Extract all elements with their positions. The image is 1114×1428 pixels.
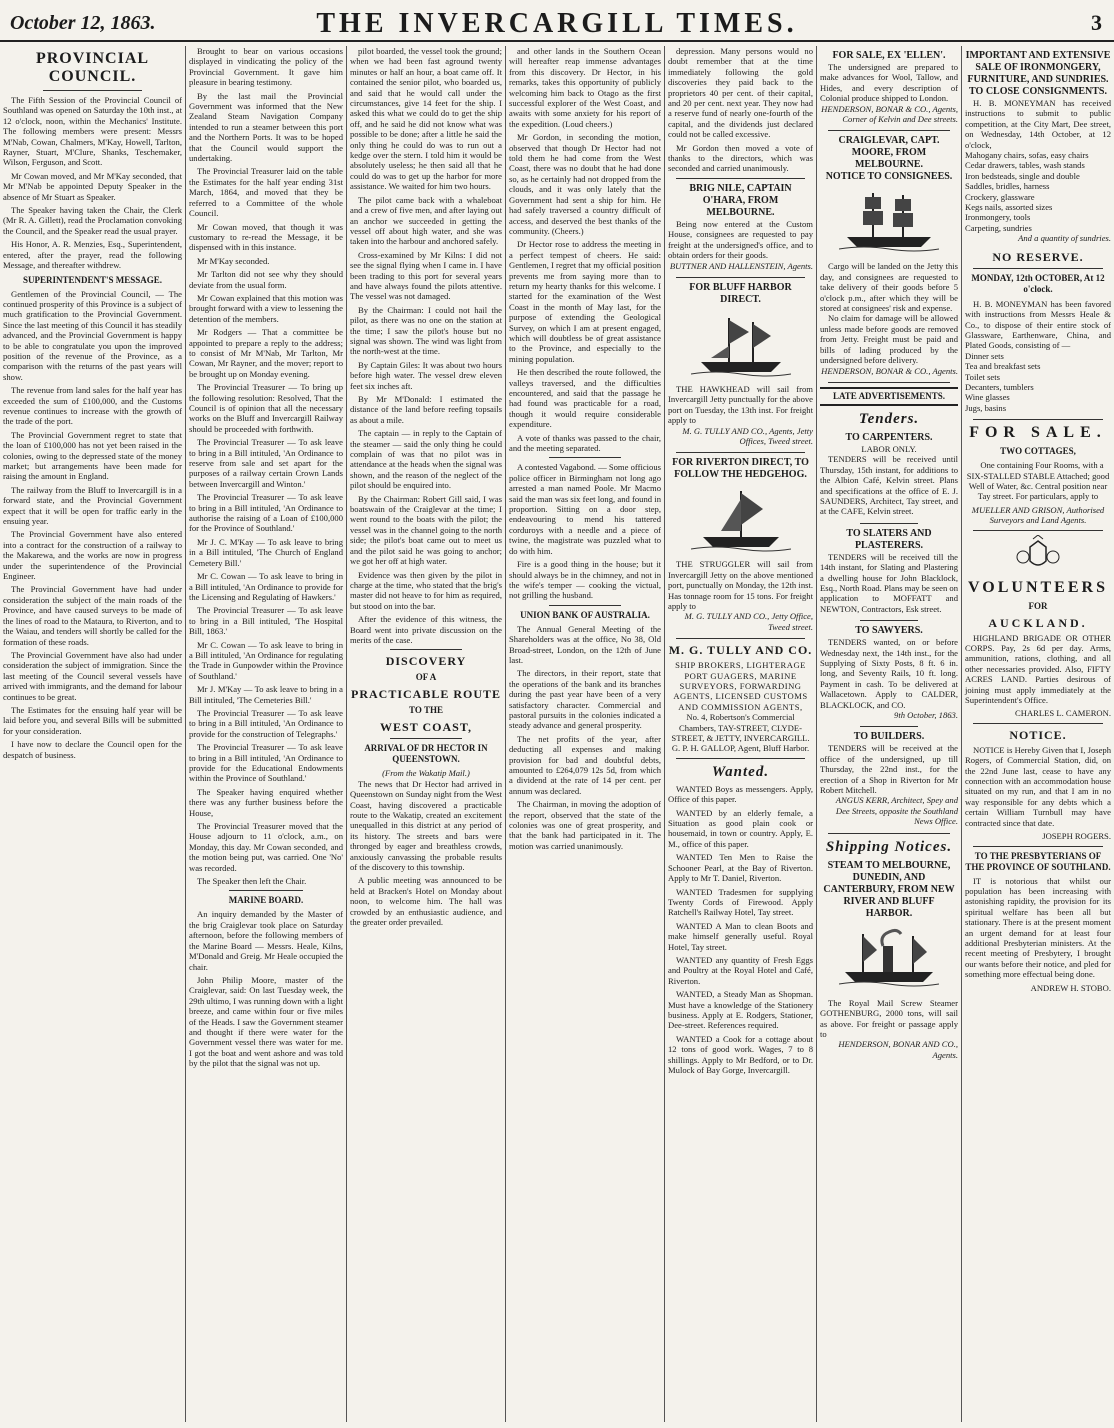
divider — [828, 130, 950, 131]
discovery-title: PRACTICABLE ROUTE — [350, 687, 502, 702]
article-paragraph: By Mr M'Donald: I estimated the distance of the land before reefing topsails as about a mile. — [350, 394, 502, 425]
notice-body: NOTICE is Hereby Given that I, Joseph Rogers, of Commercial Station, did, on the 22nd June last, cease to have any connection with an accommodation house situated on my run, and that I am in no way responsible for any debts which a certain William Turnbull may have contracted since that date. — [965, 744, 1111, 828]
wanted-item: WANTED A Man to clean Boots and make himself generally useful. Royal Hotel, Tay street. — [668, 920, 813, 952]
tully-trade: SHIP BROKERS, LIGHTERAGE PORT GUAGERS, MARINE SURVEYORS, FORWARDING AGENTS, LICENSED CUSTOMS AND COMMISSION AGENTS, — [673, 660, 808, 712]
article-paragraph: Dr Hector rose to address the meeting in a perfect tempest of cheers. He said: Gentlemen, I regret that my official position prevents me from saying more than to return my hearty thanks for this welcome. I started for the examination of the West Coast in the month of May last, for the purpose of extending the Geological Survey, on which I am at present engaged, which will doubtless be of great assistance to the Province, and especially to the mining population. — [509, 239, 661, 364]
article-paragraph: Mr Rodgers — That a committee be appointed to prepare a reply to the address; to consist of Mr M'Nab, Mr Tarlton, Mr Cowan, Mr Rayner, and the mover; report to be brought up on Monday evening. — [189, 327, 343, 379]
ship-illustration-icon — [839, 187, 939, 257]
craiglevar-advert — [820, 135, 958, 375]
ad-body: Being now entered at the Custom House, consignees are requested to pay freight at the undersigned's office, and to obtain orders for their goods. — [668, 218, 813, 261]
ad-headline: FOR SALE, EX 'ELLEN'. — [832, 50, 946, 61]
ad-headline: TO CARPENTERS. — [845, 431, 933, 443]
ad-headline: TO SAWYERS. — [855, 625, 923, 637]
ad-subheading: NOTICE TO CONSIGNEES. — [825, 171, 953, 183]
ad-signature: BUTTNER AND HALLENSTEIN, Agents. — [669, 260, 813, 271]
divider — [860, 726, 918, 727]
article-paragraph: Mr J. C. M'Kay — To ask leave to bring in a Bill intituled, 'The Church of England Cemetery Bill.' — [189, 536, 343, 568]
divider — [676, 277, 805, 278]
article-paragraph: An inquiry demanded by the Master of the brig Craiglevar took place on Saturday afternoon, before the following members of the Marine Board — Messrs. Heale, Kilns, M'Donald and Greig. Mr Heale occupied the chair. — [189, 909, 343, 972]
divider — [860, 523, 918, 524]
ad-signature: HENDERSON, BONAR & CO., Agents. — [821, 365, 958, 376]
article-paragraph: The Provincial Treasurer — To ask leave to bring in a Bill intituled, 'An Ordinance to provide for the construction of Telegraphs.' — [189, 707, 343, 739]
ad-body: The undersigned are prepared to make advances for Wool, Tallow, and Hides, and every description of Colonial produce shipped to London. — [820, 62, 958, 104]
article-paragraph: The Speaker having enquired whether there was any further business before the House, — [189, 786, 343, 818]
divider — [549, 457, 621, 458]
column-1 — [0, 46, 185, 1422]
sale-item: Jugs, basins — [965, 402, 1007, 413]
ad-signature: 9th October, 1863. — [894, 710, 958, 721]
sale-item: Decanters, tumblers — [965, 381, 1034, 392]
article-paragraph: depression. Many persons would no doubt remember that at the time immediately following the gold discoveries they paid back to the proprietors 40 per cent. of their capital, and 20 per cent. next year. They now had a reserve fund of nearly one-fourth of the capital, and the dividends just declared could not be called excessive. — [668, 46, 813, 140]
divider — [828, 833, 950, 834]
page-number: 3 — [1091, 10, 1102, 35]
ad-headline: IMPORTANT AND EXTENSIVE SALE OF IRONMONGERY, FURNITURE, AND SUNDRIES. — [965, 50, 1111, 85]
divider — [860, 620, 918, 621]
wanted-item: WANTED by an elderly female, a Situation as good plain cook or housemaid, in town or country. Apply, E. M., office of this paper. — [668, 807, 813, 849]
sale-item: Cedar drawers, tables, wash stands — [965, 160, 1085, 171]
article-paragraph: The Annual General Meeting of the Shareholders was at the office, No 38, Old Broad-street, London, on the 12th of June last. — [509, 623, 661, 665]
article-paragraph: A contested Vagabond. — Some officious police officer in Birmingham not long ago arrested a man named Poole. Mr Macmo said the man was six feet long, and found in proportion. Sitting on a door step, endeavouring to mend his tattered corduroys with a needle and a piece of twine, the magistrate was puzzled what to do with him. — [509, 462, 661, 556]
ad-headline: CRAIGLEVAR, CAPT. MOORE, FROM MELBOURNE. — [838, 135, 940, 171]
article-paragraph: Evidence was then given by the pilot in charge at the time, who stated that the brig's master did not heave to for him as required, but stood on into the bar. — [350, 569, 502, 611]
bank-heading: UNION BANK OF AUSTRALIA. — [520, 609, 650, 620]
article-paragraph: The Provincial Treasurer — To ask leave to bring in a Bill intituled, 'An Ordinance to reserve from sale and set apart for the purposes of a railway certain Crown Lands between Invercargill and Winton.' — [189, 437, 343, 489]
ad-headline: STEAM TO MELBOURNE, DUNEDIN, AND CANTERBURY, FROM NEW RIVER AND BLUFF HARBOR. — [823, 859, 955, 919]
henderson-advert — [820, 50, 958, 124]
article-paragraph: The railway from the Bluff to Invercargill is in a forward state, and the Provincial Government expect that it will be open for traffic early in the ensuing year. — [3, 484, 182, 527]
article-paragraph: Mr M'Kay seconded. — [197, 255, 270, 266]
ad-subheading: TO CLOSE CONSIGNMENTS. — [969, 86, 1107, 97]
volunteers-for: FOR — [1028, 600, 1048, 611]
article-paragraph: The Estimates for the ensuing half year will be laid before you, and several Bills will be submitted for your consideration. — [3, 704, 182, 736]
article-paragraph: The Provincial Treasurer — To ask leave to bring in a Bill intituled, 'An Ordinance to provide for the Educational Endowments within the Province of Southland.' — [189, 742, 343, 784]
divider — [973, 419, 1103, 420]
sale-item: Ironmongery, tools — [965, 212, 1031, 223]
wanted-heading: Wanted. — [711, 763, 770, 780]
article-paragraph: Mr Cowan explained that this motion was brought forward with a view to lessening the detention of the members. — [189, 292, 343, 324]
discovery-to: TO THE — [409, 705, 443, 716]
article-paragraph: By the Chairman: I could not hail the pilot, as there was no one on the station at the time; I saw the pilot's house but no signal was shown. The wind was light from the north-west at the time. — [350, 304, 502, 357]
ad-signature: And a quantity of sundries. — [1018, 233, 1111, 244]
article-paragraph: Mr Gordon then moved a vote of thanks to the directors, which was seconded and carried unanimously. — [668, 142, 813, 174]
presbyterian-body: IT is notorious that whilst our population has been increasing with astonishing rapidity, the provision for its spiritual welfare has been all but stationary. There is at the present moment an urgent demand for at least four additional Presbyterian ministers. At the recent meeting of Presbytery, I brought our wants before their notice, and pled for something more effectual being done. — [965, 875, 1111, 980]
article-paragraph: Fire is a good thing in the house; but it should always be in the chimney, and not in the wife's temper — cooking the victual, not grilling the husband. — [509, 559, 661, 601]
sale-item: Carpeting, sundries — [965, 222, 1032, 233]
issue-date: October 12, 1863. — [10, 12, 156, 34]
sale-item: Crockery, glassware — [965, 191, 1035, 202]
for-sale-signature: MUELLER AND GRISON, Authorised Surveyors and Land Agents. — [971, 504, 1105, 526]
article-paragraph: The captain — in reply to the Captain of the steamer — said the only thing he could complain of was that no pilot was in attendance at the heads when the signal was shown, and the reason of the neglect of the pilot should be enquired into. — [350, 428, 502, 491]
moneyman-glassware-advert — [965, 299, 1111, 413]
ad-body: TENDERS will be received at the office of the undersigned, up till Thursday, the 22nd inst., for the erection of a Shop in Riverton for Mr Robert Mitchell. — [820, 743, 958, 796]
wanted-item: WANTED Ten Men to Raise the Schooner Pearl, at the Bay of Riverton. Apply to Mr T. Daniel, Riverton. — [668, 852, 813, 884]
message-subheading: SUPERINTENDENT'S MESSAGE. — [22, 274, 163, 285]
arrival-heading: ARRIVAL OF DR HECTOR IN QUEENSTOWN. — [364, 743, 488, 765]
masthead — [0, 0, 1114, 42]
article-paragraph: The directors, in their report, state that the operations of the bank and its branches during the past year have been of a very satisfactory character. Commercial and pastoral pursuits in the colonies indicated a steady advance and general prosperity. — [509, 668, 661, 731]
ad-headline: FOR BLUFF HARBOR DIRECT. — [689, 281, 792, 305]
slaters-advert — [820, 528, 958, 614]
article-paragraph: Mr Tarlton did not see why they should deviate from the usual form. — [189, 269, 343, 290]
ad-body: TENDERS will be received till the 14th instant, for Slating and Plastering a dwelling house for John Blacklock, Esq., North Road. Plans may be seen on application to MOFFATT and NEWTON, Contractors, Esk street. — [820, 551, 958, 614]
ad-headline: TO SLATERS AND PLASTERERS. — [846, 527, 932, 551]
divider — [676, 452, 805, 453]
article-paragraph: The revenue from land sales for the half year has exceeded the sum of £100,000, and the Customs revenue continues to increase with the growth of the trade of the port. — [3, 385, 182, 427]
article-paragraph: The Provincial Government have also had under consideration the subject of immigration. Since the last meeting of the Council several vessels have arrived with immigrants, and the demand for labour continues to be great. — [3, 649, 182, 702]
column-2 — [185, 46, 346, 1422]
sale-item: Mahogany chairs, sofas, easy chairs — [965, 150, 1089, 161]
article-paragraph: The Speaker then left the Chair. — [197, 876, 307, 887]
for-sale-body: One containing Four Rooms, with a SIX-STALLED STABLE Attached; good Well of Water, &c. Central position near Tay street. For particulars, apply to — [966, 460, 1110, 502]
divider — [676, 178, 805, 179]
article-paragraph: The Speaker having taken the Chair, the Clerk (Mr R. A. Gillett), read the Proclamation convoking the Council, and the Speaker read the usual prayer. — [3, 205, 182, 236]
article-paragraph: I have now to declare the Council open for the despatch of business. — [3, 739, 182, 760]
divider — [973, 268, 1103, 269]
bluff-advert — [668, 282, 813, 446]
tully-agent: G. P. H. GALLOP, Agent, Bluff Harbor. — [671, 743, 810, 754]
article-paragraph: The Provincial Treasurer — To bring up the following resolution: Resolved, That the Council is of opinion that all the necessary works on the Bluff and Invercargill Railway should be proceeded with forthwith. — [189, 382, 343, 434]
ad-body: The Royal Mail Screw Steamer GOTHENBURG, 2000 tons, will sail as above. For freight or passage apply to — [820, 997, 958, 1039]
ad-body: H. B. MONEYMAN has received instructions to submit to public competition, at the City Mart, Dee street, on Wednesday, 14th October, at 12 o'clock, — [965, 98, 1111, 150]
sale-item: Saddles, bridles, harness — [965, 181, 1050, 192]
steam-advert — [820, 860, 958, 1060]
ad-signature: M. G. TULLY AND CO., Agents, Jetty Offices, Tweed street. — [682, 425, 813, 446]
shipping-heading: Shipping Notices. — [825, 838, 953, 855]
article-paragraph: The Provincial Treasurer moved that the House adjourn to 11 o'clock, a.m., on Monday, this day. Mr Cowan seconded, and the motion being put, was carried. One 'No' was recorded. — [189, 821, 343, 873]
divider — [390, 738, 462, 739]
discovery-coast: WEST COAST, — [380, 720, 472, 735]
article-paragraph: Cross-examined by Mr Kilns: I did not see the signal flying when I came in. I have been trading to this port for several years and have always found the pilots attentive. The vessel was not damaged. — [350, 249, 502, 302]
divider — [973, 530, 1103, 531]
article-paragraph: The Provincial Government have had under consideration the subject of the main roads of the Province, and have caused surveys to be made of the lines of road to the Mataura, to Riverton, and to the Waiau, and tenders will shortly be called for the formation of these roads. — [3, 584, 182, 647]
discovery-heading: DISCOVERY — [385, 654, 467, 669]
article-paragraph: Mr Cowan moved, and Mr M'Kay seconded, that Mr M'Nab be appointed Deputy Speaker in the absence of Mr Stuart as Speaker. — [3, 170, 182, 202]
council-heading: PROVINCIAL COUNCIL. — [35, 50, 150, 85]
sale-date: MONDAY, 12th OCTOBER, At 12 o'clock. — [971, 272, 1105, 294]
discovery-of: OF A — [415, 672, 437, 683]
sale-item: Kegs nails, assorted sizes — [965, 202, 1053, 213]
article-paragraph: The net profits of the year, after deducting all expenses and making provision for bad and doubtful debts, amounted to £264,079 12s 5d, from which a dividend at the rate of 14 per cent. per annum was declared. — [509, 733, 661, 796]
article-paragraph: A public meeting was announced to be held at Bracken's Hotel on Monday about noon, to welcome him. The hall was crowded by an enthusiastic audience, and the greater order prevailed. — [350, 875, 502, 928]
ad-headline: FOR RIVERTON DIRECT, TO FOLLOW THE HEDGEHOG. — [672, 457, 809, 481]
sale-item: Tea and breakfast sets — [965, 361, 1041, 372]
ad-body: H. B. MONEYMAN has been favored with instructions from Messrs Heale & Co., to dispose of their entire stock of Glassware, Earthenware, China, and Plated Goods, consisting of — — [965, 298, 1111, 351]
for-sale-heading: FOR SALE. — [969, 424, 1107, 442]
article-paragraph: John Philip Moore, master of the Craiglevar, said: On last Tuesday week, the 29th ultimo, I was running down with a light breeze, and came within four or five miles of the Heads. I saw the Government steamer and thought if there were water for the Government vessel there was water for me. I got the boat and went ashore and was told by the pilot that the signal was not up. — [189, 974, 343, 1069]
article-paragraph: pilot boarded, the vessel took the ground; when we had been fast aground twenty minutes or half an hour, a boat came off. It contained the senior pilot, who boarded us, and said that he would call under the circumstances, give 14 feet for the ship. I asked this what we could do to get the ship off, and he said he did not know what was possible to be done; after a little he said the only thing he could do was to run out a kedge over the stern. I told him it would be absolutely useless; he then said all that he could do was to get up the harbor for more assistance. We waited for him two hours. — [350, 46, 502, 192]
article-paragraph: The Provincial Treasurer laid on the table the Estimates for the half year ending 31st March, 1864, and moved that they be referred to a Committee of the whole Council. — [189, 166, 343, 219]
divider — [390, 649, 462, 650]
article-paragraph: By Captain Giles: It was about two hours before high water. The vessel drew eleven feet six inches aft. — [350, 359, 502, 391]
article-paragraph: His Honor, A. R. Menzies, Esq., Superintendent, entered, after the prayer, read the following Message, and thereafter withdrew. — [3, 239, 182, 271]
tully-address: No. 4, Robertson's Commercial Chambers, TAY-STREET, CLYDE-STREET, & JETTY, INVERCARGILL. — [671, 712, 810, 744]
article-paragraph: Mr J. M'Kay — To ask leave to bring in a Bill intituled, 'The Cemeteries Bill.' — [189, 684, 343, 705]
ad-body: TENDERS wanted, on or before Wednesday next, the 14th inst., for the Supplying of Sixty Posts, 8 ft. 6 in. long, and Seventy Rails, 10 ft. long. Payment in cash. To be delivered at Wallacetown. Apply to CALDER, BLACKLOCK, and CO. — [820, 637, 958, 710]
volunteers-place: AUCKLAND. — [988, 615, 1088, 630]
presbyterian-signature: ANDREW H. STOBO. — [1030, 982, 1111, 993]
article-paragraph: Mr Cowan moved, that though it was customary to re-read the Message, it be dispensed with in this instance. — [189, 221, 343, 253]
wanted-item: WANTED, a Steady Man as Shopman. Must have a knowledge of the Stationery business. Apply at E. Rodgers, Stationer, Dee-street. References required. — [668, 989, 813, 1031]
article-paragraph: The Provincial Government regret to state that the loan of £100,000 has not yet been raised in the colonies, owing to the depressed state of the money market; but arrangements have been made for raising the amount in England. — [3, 429, 182, 482]
builders-advert — [820, 731, 958, 826]
volunteers-heading: VOLUNTEERS — [968, 578, 1108, 596]
article-paragraph: The Fifth Session of the Provincial Council of Southland was opened on Saturday the 10th inst., at 12 o'clock, noon, within the Mechanics' Institute. The following members were present: Messrs M'Nab, Cowan, Chalmers, M'Kay, Howell, Tarlton, Rayner, Stuart, M'Clure, Shanks, Teschemaker, Wilson, Ferguson, and Scott. — [3, 95, 182, 168]
tenders-heading: Tenders. — [858, 410, 920, 427]
wanted-item: WANTED any quantity of Fresh Eggs and Poultry at the Royal Hotel and Café, Riverton. — [668, 954, 813, 986]
ad-signature: ANGUS KERR, Architect, Spey and Dee Streets, opposite the Southland News Office. — [835, 795, 958, 827]
column-7 — [961, 46, 1114, 1422]
arrival-source: (From the Wakatip Mail.) — [382, 768, 470, 779]
column-5 — [664, 46, 816, 1422]
notice-heading: NOTICE. — [1009, 727, 1067, 742]
divider — [229, 890, 303, 891]
ad-signature: HENDERSON, BONAR & CO., Agents, Corner of Kelvin and Dee streets. — [821, 103, 958, 125]
ad-body: TENDERS will be received until Thursday, 15th instant, for additions to the Albion Café, Kelvin street. Plans and specifications at the office of E. J. SAUNDERS, Architect, Tay street, and at the CAFE, Kelvin street. — [820, 454, 958, 517]
volunteers-signature: CHARLES L. CAMERON. — [1015, 708, 1111, 719]
ad-headline: TO BUILDERS. — [853, 731, 925, 743]
tully-name: M. G. TULLY AND CO. — [668, 643, 813, 658]
nile-advert — [668, 183, 813, 271]
ad-body: Cargo will be landed on the Jetty this day, and consignees are requested to take delivery of their goods before 5 o'clock p.m., after which they will be stored at consignees' risk and expense. — [820, 261, 958, 314]
divider — [676, 758, 805, 759]
article-paragraph: By the last mail the Provincial Government was informed that the New Zealand Steam Navigation Company intended to run a steamer between this port and the Northern Ports. It was to be hoped that the Council would support the undertaking. — [189, 90, 343, 164]
article-paragraph: A vote of thanks was passed to the chair, and the meeting separated. — [509, 432, 661, 454]
sale-item: Iron bedsteads, single and double — [965, 170, 1080, 181]
late-ads-heading: LATE ADVERTISEMENTS. — [820, 387, 958, 406]
wanted-item: WANTED a Cook for a cottage about 12 tons of good work. Wages, 7 to 8 shillings. Apply to Mr Bedford, or to Dr. Mulock of Bay Gorge, Invercargill. — [668, 1033, 813, 1075]
no-reserve-label: NO RESERVE. — [992, 249, 1084, 264]
marine-board-heading: MARINE BOARD. — [228, 895, 304, 906]
article-paragraph: and other lands in the Southern Ocean will hereafter reap immense advantages from this discovery. Dr Hector, in his remarks, takes this opportunity of publicly welcoming him back to Otago as the first successful explorer of the West Coast, and awaits with some anxiety for his report of the expedition. (Loud cheers.) — [509, 46, 661, 129]
ship-illustration-icon — [691, 485, 791, 555]
sale-item: Dinner sets — [965, 350, 1004, 361]
newspaper-title: THE INVERCARGILL TIMES. — [316, 8, 798, 39]
ad-headline: BRIG NILE, CAPTAIN O'HARA, FROM MELBOURNE. — [689, 182, 792, 218]
ad-signature: HENDERSON, BONAR AND CO., Agents. — [838, 1039, 958, 1060]
riverton-advert — [668, 457, 813, 632]
notice-signature: JOSEPH ROGERS. — [1042, 831, 1111, 842]
article-paragraph: The Provincial Treasurer — To ask leave to bring in a Bill intituled, 'An Ordinance to authorise the raising of a Loan of £100,000 for the Province of Southland.' — [189, 492, 343, 534]
article-paragraph: Brought to bear on various occasions displayed in vindicating the policy of the Provincial Government. It gave him pleasure in bearing testimony. — [189, 46, 343, 88]
for-sale-subheading: TWO COTTAGES, — [1000, 446, 1076, 457]
article-paragraph: Mr C. Cowan — To ask leave to bring in a Bill intituled, 'An Ordinance for regulating the Trade in Gunpowder within the Province of Southland.' — [189, 639, 343, 681]
divider — [676, 638, 805, 639]
ad-body: THE HAWKHEAD will sail from Invercargill Jetty punctually for the above port on Tuesday, the 13th inst. For freight apply to — [668, 383, 813, 426]
article-paragraph: The Provincial Government have also entered into a contract for the construction of a railway to the Makarewa, and the works are now in progress under the superintendence of the Provincial Engineer. — [3, 529, 182, 582]
sale-item: Toilet sets — [965, 371, 1000, 382]
divider — [828, 382, 950, 383]
article-paragraph: Mr C. Cowan — To ask leave to bring in a Bill intituled, 'An Ordinance to provide for the Licensing and Regulating of Hawkers.' — [189, 571, 343, 602]
article-paragraph: The pilot came back with a whaleboat and a crew of five men, and after laying out an anchor we succeeded in getting the vessel off about high water, and she was taken into the harbour and anchored safely. — [350, 194, 502, 247]
moneyman-ironmongery-advert — [965, 50, 1111, 244]
presbyterian-heading: TO THE PRESBYTERIANS OF THE PROVINCE OF SOUTHLAND. — [965, 850, 1111, 872]
sale-item: Wine glasses — [965, 392, 1010, 403]
royal-crest-icon — [1013, 535, 1063, 575]
ad-subheading: LABOR ONLY. — [861, 443, 917, 454]
column-3 — [346, 46, 505, 1422]
ad-signature: M. G. TULLY AND CO., Jetty Office, Tweed street. — [684, 611, 813, 632]
article-paragraph: By the Chairman: Robert Gill said, I was boatswain of the Craiglevar at the time; I went round to the boats with the pilot; the vessel was in the channel going to the north side; the pilot's boat came out to meet us and the pilot said he was going to anchor; we got her off at high water. — [350, 493, 502, 567]
divider — [549, 605, 621, 606]
divider — [43, 90, 142, 91]
article-paragraph: Gentlemen of the Provincial Council, — The continued prosperity of this Province is a subject of much gratification to the Provincial Government. Since the last meeting of this Council it has steadily advanced, and the Provincial Government is happy to be able to congratulate you upon the improved position of the revenue of the Province, as a comparison with the returns of the past years will show. — [3, 288, 182, 382]
column-4 — [505, 46, 664, 1422]
article-paragraph: After the evidence of this witness, the Board went into private discussion on the merits of the case. — [350, 614, 502, 645]
wanted-item: WANTED Tradesmen for supplying Twenty Cords of Firewood. Apply Ratchell's Railway Hotel, Tay street. — [668, 886, 813, 918]
ad-note: No claim for damage will be allowed unless made before goods are removed from Jetty. Freight must be paid and bills of lading produced by the undersigned before delivery. — [820, 313, 958, 366]
article-paragraph: The news that Dr Hector had arrived in Queenstown on Sunday night from the West Coast, having discovered a practicable route to the Wakatip, created an excitement unequalled in this district at any period of its history. The streets and bars were thronged by eager and breathless crowds, anxiously canvassing the probable results of the discovery to this township. — [350, 778, 502, 872]
ad-body: THE STRUGGLER will sail from Invercargill Jetty on the above mentioned port, punctually on Monday, the 12th inst. Has tonnage room for 15 tons. For freight apply to — [668, 559, 813, 611]
article-paragraph: Mr Gordon, in seconding the motion, observed that though Dr Hector had not told them he had come from the West Coast, there was no doubt that he had done so, as he certainly had not dropped from the clouds, and it was only lately that the Government had sent a ship for him. He had safely traversed a country difficult of access, and deserved the best thanks of the community. (Cheers.) — [509, 132, 661, 236]
divider — [973, 846, 1103, 847]
article-paragraph: The Chairman, in moving the adoption of the report, observed that the state of the colonies was one of great prosperity, and that the bank had participated in it. The motion was carried unanimously. — [509, 799, 661, 851]
wanted-item: WANTED Boys as messengers. Apply, Office of this paper. — [668, 783, 813, 805]
article-paragraph: He then described the route followed, the valleys traversed, and the difficulties encountered, and said that the passage he had found was practicable for a road, though it would require considerable expenditure. — [509, 367, 661, 430]
divider — [973, 723, 1103, 724]
steamer-illustration-icon — [839, 924, 939, 994]
ship-illustration-icon — [691, 310, 791, 380]
volunteers-body: HIGHLAND BRIGADE OR OTHER CORPS. Pay, 2s 6d per day. Arms, ammunition, rations, clothing, and all other necessaries provided. Also, FIFTY ACRES LAND. Parties desirous of joining must apply immediately at the Superintendent's Office. — [965, 632, 1111, 706]
carpenters-advert — [820, 432, 958, 517]
column-6 — [816, 46, 961, 1422]
article-paragraph: The Provincial Treasurer — To ask leave to bring in a Bill intituled, 'The Hospital Bill, 1863.' — [189, 605, 343, 637]
sawyers-advert — [820, 625, 958, 720]
